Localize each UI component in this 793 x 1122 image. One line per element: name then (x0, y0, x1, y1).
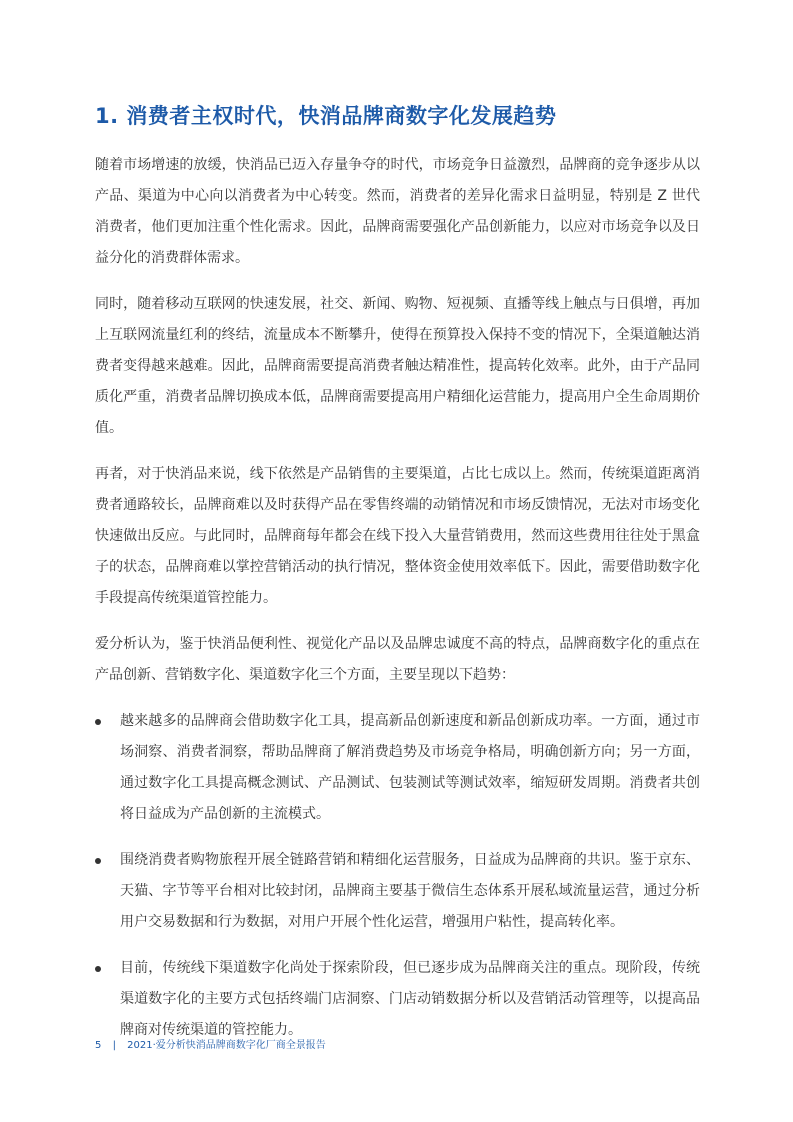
list-item (95, 706, 700, 830)
main-content (95, 150, 700, 1061)
list-item (95, 953, 700, 1046)
paragraph-offline-channels: 再者，对于快消品来说，线下依然是产品销售的主要渠道，占比七成以上。然而，传统渠道距离消费者通路较长，品牌商难以及时获得产品在零售终端的动销情况和市场反馈情况，无法对市场变化快速做出反应。与此同时，品牌商每年都会在线下投入大量营销费用，然而这些费用往往处于黑盒子的状态，品牌商难以掌控营销活动的执行情况，整体资金使用效率低下。因此，需要借助数字化手段提高传统渠道管控能力。 (95, 466, 700, 606)
paragraph-market-trend: 随着市场增速的放缓，快消品已迈入存量争夺的时代，市场竞争日益激烈，品牌商的竞争逐步从以产品、渠道为中心向以消费者为中心转变。然而，消费者的差异化需求日益明显，特别是 Z 世代消费者，他们更加注重个性化需求。因此，品牌商需要强化产品创新能力，以应对市场竞争以及日益分化的消费群体需求。 (95, 157, 700, 266)
bullet-dot-icon (95, 966, 101, 972)
paragraph-online-touchpoints: 同时，随着移动互联网的快速发展，社交、新闻、购物、短视频、直播等线上触点与日俱增，再加上互联网流量红利的终结，流量成本不断攀升，使得在预算投入保持不变的情况下，全渠道触达消费者变得越来越难。因此，品牌商需要提高消费者触达精准性，提高转化效率。此外，由于产品同质化严重，消费者品牌切换成本低，品牌商需要提高用户精细化运营能力，提高用户全生命周期价值。 (95, 296, 700, 436)
list-item-text: 围绕消费者购物旅程开展全链路营销和精细化运营服务，日益成为品牌商的共识。鉴于京东、天猫、字节等平台相对比较封闭，品牌商主要基于微信生态体系开展私域流量运营，通过分析用户交易数据和行为数据，对用户开展个性化运营，增强用户粘性，提高转化率。 (120, 852, 700, 930)
paragraph-analysis-summary: 爱分析认为，鉴于快消品便利性、视觉化产品以及品牌忠诚度不高的特点，品牌商数字化的重点在产品创新、营销数字化、渠道数字化三个方面，主要呈现以下趋势： (95, 636, 700, 683)
page-number: 5 (95, 1040, 102, 1051)
list-item (95, 845, 700, 938)
section-title: 1. 消费者主权时代，快消品牌商数字化发展趋势 (95, 104, 557, 128)
list-item-text: 目前，传统线下渠道数字化尚处于探索阶段，但已逐步成为品牌商关注的重点。现阶段，传统渠道数字化的主要方式包括终端门店洞察、门店动销数据分析以及营销活动管理等，以提高品牌商对传统渠道的管控能力。 (120, 960, 700, 1038)
report-title: 2021·爱分析快消品牌商数字化厂商全景报告 (127, 1040, 326, 1051)
list-item-text: 越来越多的品牌商会借助数字化工具，提高新品创新速度和新品创新成功率。一方面，通过市场洞察、消费者洞察，帮助品牌商了解消费趋势及市场竞争格局，明确创新方向；另一方面，通过数字化工具提高概念测试、产品测试、包装测试等测试效率，缩短研发周期。消费者共创将日益成为产品创新的主流模式。 (120, 713, 700, 822)
footer-separator: | (112, 1040, 116, 1051)
page-footer (95, 1036, 326, 1051)
bullet-dot-icon (95, 719, 101, 725)
bullet-dot-icon (95, 858, 101, 864)
trend-list (95, 706, 700, 1046)
